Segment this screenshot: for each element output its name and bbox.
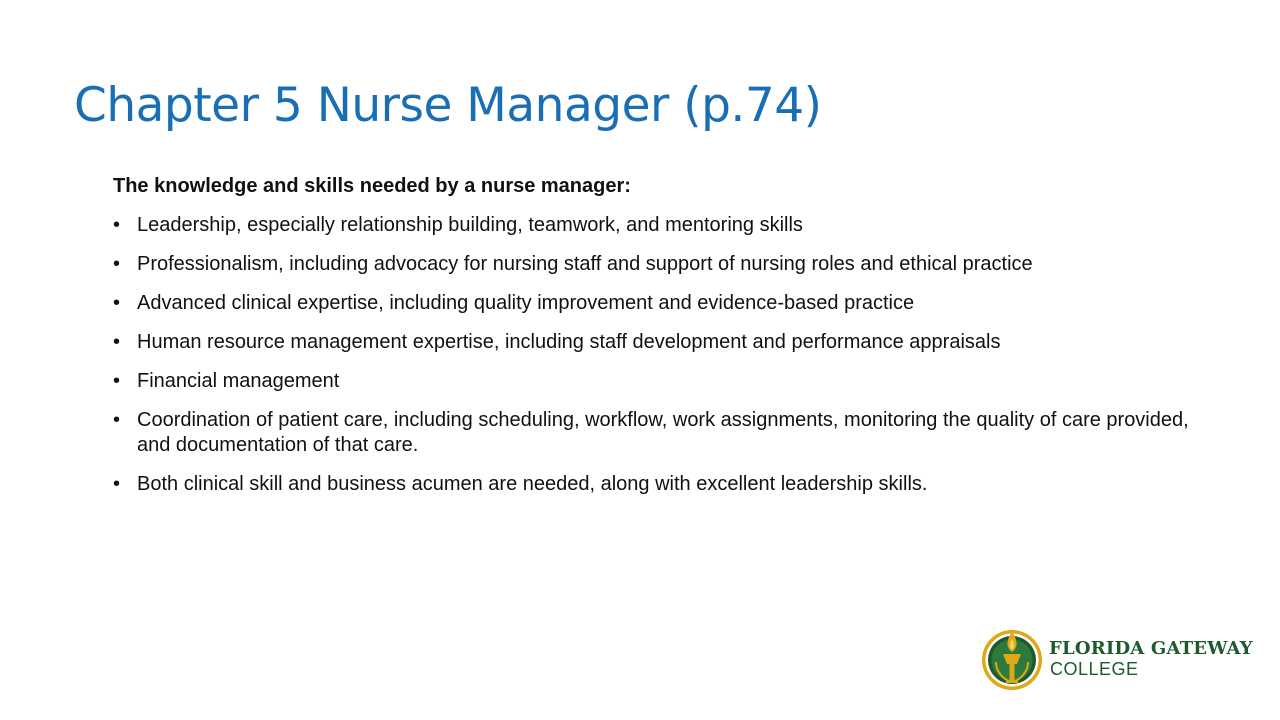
torch-seal-icon <box>980 626 1044 692</box>
list-item <box>113 291 1233 316</box>
bullet-icon: • <box>113 370 121 392</box>
list-item <box>113 408 1233 458</box>
intro-heading: The knowledge and skills needed by a nurse manager: <box>113 175 631 197</box>
logo-wordmark-line1: FLORIDA GATEWAY <box>1049 638 1253 659</box>
slide-content <box>113 174 1233 511</box>
list-item <box>113 330 1233 355</box>
bullet-text: Advanced clinical expertise, including quality improvement and evidence-based practice <box>137 292 915 314</box>
logo-wordmark-line2: COLLEGE <box>1050 659 1139 679</box>
list-item <box>113 369 1233 394</box>
list-item <box>113 252 1233 277</box>
bullet-text: Coordination of patient care, including scheduling, workflow, work assignments, monitoring the quality of care provided, and documentation of that care. <box>137 409 1189 456</box>
bullet-icon: • <box>113 253 121 275</box>
bullet-list <box>113 213 1233 497</box>
bullet-icon: • <box>113 331 121 353</box>
bullet-text: Human resource management expertise, including staff development and performance appraisals <box>137 331 1001 353</box>
bullet-text: Professionalism, including advocacy for nursing staff and support of nursing roles and ethical practice <box>137 253 1033 275</box>
list-item <box>113 472 1233 497</box>
bullet-icon: • <box>113 473 121 495</box>
slide-title: Chapter 5 Nurse Manager (p.74) <box>74 78 822 133</box>
bullet-icon: • <box>113 292 121 314</box>
list-item <box>113 213 1233 238</box>
bullet-text: Both clinical skill and business acumen are needed, along with excellent leadership skills. <box>137 473 928 495</box>
bullet-icon: • <box>113 214 121 236</box>
bullet-icon: • <box>113 409 121 431</box>
college-logo <box>980 626 1270 692</box>
bullet-text: Leadership, especially relationship building, teamwork, and mentoring skills <box>137 214 803 236</box>
bullet-text: Financial management <box>137 370 340 392</box>
